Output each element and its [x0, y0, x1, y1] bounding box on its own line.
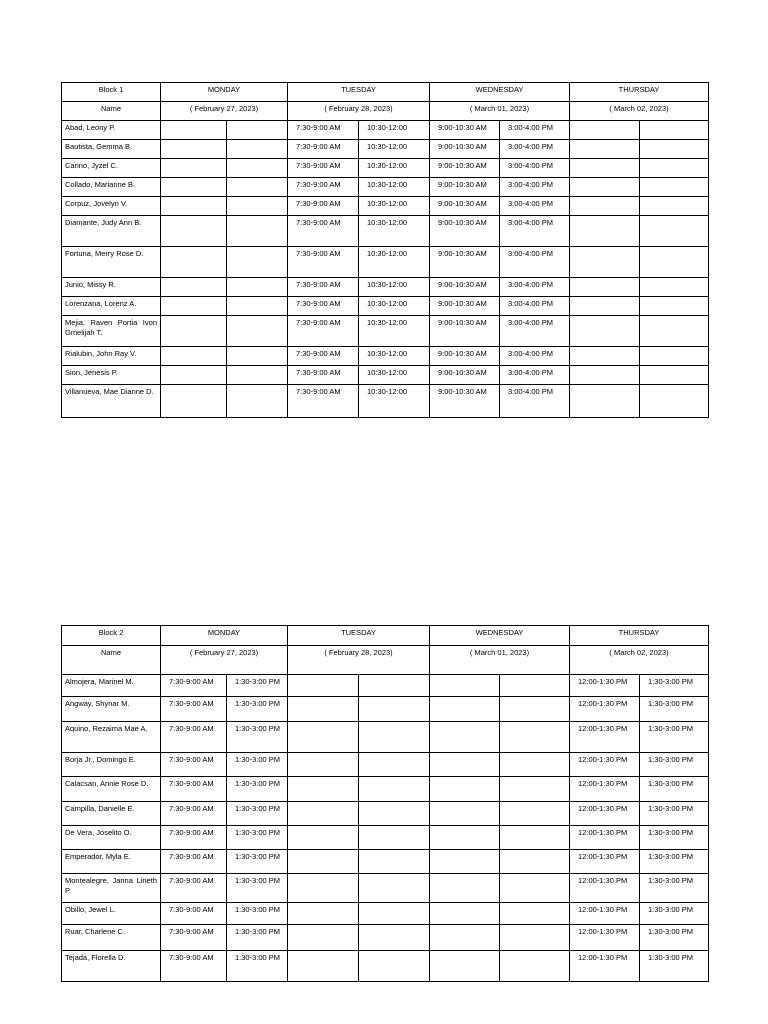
monday-slot-1: 7:30-9:00 AM [161, 697, 227, 722]
date-wednesday: ( March 01, 2023) [430, 646, 570, 675]
thursday-slot-2 [640, 197, 709, 216]
student-name: Angway, Shynar M. [62, 697, 161, 722]
table-row [62, 385, 709, 418]
thursday-slot-1: 12:00-1:30 PM [570, 826, 640, 850]
monday-slot-1: 7:30-9:00 AM [161, 874, 227, 903]
thursday-slot-1 [570, 178, 640, 197]
monday-slot-1 [161, 366, 227, 385]
wednesday-slot-1: 9:00-10:30 AM [430, 247, 500, 278]
monday-slot-1: 7:30-9:00 AM [161, 951, 227, 982]
wednesday-slot-1: 9:00-10:30 AM [430, 197, 500, 216]
monday-slot-2 [227, 247, 288, 278]
wednesday-slot-1 [430, 753, 500, 777]
student-name: Rialubin, John Ray V. [62, 347, 161, 366]
monday-slot-1: 7:30-9:00 AM [161, 777, 227, 802]
tuesday-slot-2: 10:30-12:00 [359, 278, 430, 297]
day-header-wednesday: WEDNESDAY [430, 626, 570, 646]
thursday-slot-1: 12:00-1:30 PM [570, 925, 640, 951]
table-row [62, 874, 709, 903]
thursday-slot-2 [640, 385, 709, 418]
thursday-slot-2 [640, 247, 709, 278]
wednesday-slot-1: 9:00-10:30 AM [430, 366, 500, 385]
student-name: Obillo, Jewel L. [62, 903, 161, 925]
wednesday-slot-2: 3:00-4:00 PM [500, 366, 570, 385]
student-name: Diamante, Judy Ann B. [62, 216, 161, 247]
student-name: Bautista, Gemma B. [62, 140, 161, 159]
wednesday-slot-1 [430, 951, 500, 982]
table-row [62, 297, 709, 316]
tuesday-slot-1 [288, 903, 359, 925]
wednesday-slot-2 [500, 903, 570, 925]
tuesday-slot-1 [288, 722, 359, 753]
table-row [62, 347, 709, 366]
thursday-slot-1 [570, 278, 640, 297]
thursday-slot-1: 12:00-1:30 PM [570, 802, 640, 826]
table-row [62, 753, 709, 777]
table-row [62, 178, 709, 197]
student-name: Junio, Missy R. [62, 278, 161, 297]
monday-slot-2: 1:30-3:00 PM [227, 802, 288, 826]
table-row [62, 197, 709, 216]
date-wednesday: ( March 01, 2023) [430, 102, 570, 121]
monday-slot-2 [227, 197, 288, 216]
monday-slot-1: 7:30-9:00 AM [161, 903, 227, 925]
tuesday-slot-1: 7:30-9:00 AM [288, 216, 359, 247]
monday-slot-2: 1:30-3:00 PM [227, 850, 288, 874]
wednesday-slot-1 [430, 697, 500, 722]
monday-slot-1 [161, 297, 227, 316]
wednesday-slot-1: 9:00-10:30 AM [430, 140, 500, 159]
thursday-slot-2 [640, 316, 709, 347]
day-header-thursday: THURSDAY [570, 83, 709, 102]
day-header-monday: MONDAY [161, 626, 288, 646]
thursday-slot-2: 1:30-3:00 PM [640, 722, 709, 753]
thursday-slot-1 [570, 316, 640, 347]
thursday-slot-2: 1:30-3:00 PM [640, 874, 709, 903]
tuesday-slot-2 [359, 753, 430, 777]
day-header-monday: MONDAY [161, 83, 288, 102]
thursday-slot-2 [640, 366, 709, 385]
table-row [62, 951, 709, 982]
monday-slot-2 [227, 159, 288, 178]
table-row [62, 121, 709, 140]
thursday-slot-2: 1:30-3:00 PM [640, 951, 709, 982]
wednesday-slot-2 [500, 722, 570, 753]
student-name: De Vera, Joselito O. [62, 826, 161, 850]
student-name: Calacsan, Annie Rose D. [62, 777, 161, 802]
wednesday-slot-1: 9:00-10:30 AM [430, 178, 500, 197]
wednesday-slot-2 [500, 826, 570, 850]
student-name: Fortuna, Merry Rose D. [62, 247, 161, 278]
name-column-header: Name [62, 646, 161, 675]
tuesday-slot-1: 7:30-9:00 AM [288, 297, 359, 316]
wednesday-slot-2: 3:00-4:00 PM [500, 347, 570, 366]
table-row [62, 675, 709, 697]
tuesday-slot-2 [359, 777, 430, 802]
tuesday-slot-2: 10:30-12:00 [359, 159, 430, 178]
monday-slot-2 [227, 297, 288, 316]
student-name: Abad, Leony P. [62, 121, 161, 140]
tuesday-slot-1 [288, 675, 359, 697]
wednesday-slot-1 [430, 850, 500, 874]
student-name: Ruar, Charlene C. [62, 925, 161, 951]
tuesday-slot-2 [359, 903, 430, 925]
thursday-slot-1 [570, 121, 640, 140]
student-name: Collado, Marianne B. [62, 178, 161, 197]
wednesday-slot-1 [430, 675, 500, 697]
student-name: Corpuz, Jovelyn V. [62, 197, 161, 216]
student-name: Tejada, Florella D. [62, 951, 161, 982]
monday-slot-1 [161, 247, 227, 278]
wednesday-slot-1: 9:00-10:30 AM [430, 216, 500, 247]
tuesday-slot-1: 7:30-9:00 AM [288, 366, 359, 385]
tuesday-slot-1 [288, 777, 359, 802]
wednesday-slot-1: 9:00-10:30 AM [430, 385, 500, 418]
tuesday-slot-2 [359, 675, 430, 697]
wednesday-slot-2: 3:00-4:00 PM [500, 297, 570, 316]
wednesday-slot-2 [500, 753, 570, 777]
tuesday-slot-2: 10:30-12:00 [359, 121, 430, 140]
thursday-slot-2: 1:30-3:00 PM [640, 777, 709, 802]
tuesday-slot-2: 10:30-12:00 [359, 178, 430, 197]
name-column-header: Name [62, 102, 161, 121]
thursday-slot-1: 12:00-1:30 PM [570, 697, 640, 722]
thursday-slot-2 [640, 297, 709, 316]
wednesday-slot-1 [430, 874, 500, 903]
wednesday-slot-2 [500, 874, 570, 903]
thursday-slot-2: 1:30-3:00 PM [640, 850, 709, 874]
student-name: Montealegre, Janna Lineth P. [62, 874, 161, 903]
block-label: Block 1 [62, 83, 161, 102]
thursday-slot-2 [640, 347, 709, 366]
block-1-schedule-table [61, 82, 709, 418]
table-row [62, 826, 709, 850]
tuesday-slot-2 [359, 874, 430, 903]
monday-slot-1: 7:30-9:00 AM [161, 826, 227, 850]
wednesday-slot-2: 3:00-4:00 PM [500, 140, 570, 159]
wednesday-slot-1: 9:00-10:30 AM [430, 121, 500, 140]
tuesday-slot-2 [359, 722, 430, 753]
tuesday-slot-1: 7:30-9:00 AM [288, 121, 359, 140]
monday-slot-2: 1:30-3:00 PM [227, 777, 288, 802]
thursday-slot-1 [570, 297, 640, 316]
thursday-slot-2: 1:30-3:00 PM [640, 802, 709, 826]
student-name: Aquino, Rezaima Mae A. [62, 722, 161, 753]
thursday-slot-1 [570, 197, 640, 216]
monday-slot-1: 7:30-9:00 AM [161, 675, 227, 697]
wednesday-slot-1 [430, 802, 500, 826]
monday-slot-2: 1:30-3:00 PM [227, 722, 288, 753]
monday-slot-1 [161, 197, 227, 216]
thursday-slot-1 [570, 347, 640, 366]
tuesday-slot-1 [288, 697, 359, 722]
monday-slot-1 [161, 121, 227, 140]
day-header-wednesday: WEDNESDAY [430, 83, 570, 102]
tuesday-slot-1: 7:30-9:00 AM [288, 178, 359, 197]
thursday-slot-2 [640, 278, 709, 297]
tuesday-slot-1: 7:30-9:00 AM [288, 316, 359, 347]
student-name: Campilla, Danielle E. [62, 802, 161, 826]
thursday-slot-2 [640, 121, 709, 140]
day-header-tuesday: TUESDAY [288, 626, 430, 646]
tuesday-slot-2 [359, 802, 430, 826]
tuesday-slot-2: 10:30-12:00 [359, 297, 430, 316]
tuesday-slot-2: 10:30-12:00 [359, 140, 430, 159]
day-header-tuesday: TUESDAY [288, 83, 430, 102]
monday-slot-1 [161, 278, 227, 297]
wednesday-slot-2 [500, 925, 570, 951]
thursday-slot-2: 1:30-3:00 PM [640, 753, 709, 777]
wednesday-slot-1 [430, 777, 500, 802]
monday-slot-2 [227, 347, 288, 366]
student-name: Almojera, Marinel M. [62, 675, 161, 697]
table-row [62, 247, 709, 278]
monday-slot-1 [161, 159, 227, 178]
tuesday-slot-1: 7:30-9:00 AM [288, 247, 359, 278]
wednesday-slot-1 [430, 903, 500, 925]
tuesday-slot-2 [359, 925, 430, 951]
thursday-slot-2: 1:30-3:00 PM [640, 826, 709, 850]
wednesday-slot-2: 3:00-4:00 PM [500, 247, 570, 278]
thursday-slot-2: 1:30-3:00 PM [640, 675, 709, 697]
tuesday-slot-2 [359, 826, 430, 850]
tuesday-slot-1 [288, 874, 359, 903]
thursday-slot-1 [570, 247, 640, 278]
date-tuesday: ( February 28, 2023) [288, 102, 430, 121]
table-row [62, 777, 709, 802]
thursday-slot-2 [640, 140, 709, 159]
tuesday-slot-1: 7:30-9:00 AM [288, 197, 359, 216]
thursday-slot-1: 12:00-1:30 PM [570, 850, 640, 874]
monday-slot-2: 1:30-3:00 PM [227, 874, 288, 903]
table-row [62, 802, 709, 826]
block-2-schedule-table [61, 625, 709, 982]
wednesday-slot-2 [500, 802, 570, 826]
tuesday-slot-2: 10:30-12:00 [359, 197, 430, 216]
table-row [62, 316, 709, 347]
tuesday-slot-1: 7:30-9:00 AM [288, 278, 359, 297]
table-row [62, 850, 709, 874]
monday-slot-2 [227, 278, 288, 297]
tuesday-slot-2: 10:30-12:00 [359, 316, 430, 347]
date-thursday: ( March 02, 2023) [570, 646, 709, 675]
wednesday-slot-1: 9:00-10:30 AM [430, 347, 500, 366]
monday-slot-2: 1:30-3:00 PM [227, 925, 288, 951]
wednesday-slot-1 [430, 722, 500, 753]
table-row [62, 216, 709, 247]
wednesday-slot-2 [500, 675, 570, 697]
monday-slot-1: 7:30-9:00 AM [161, 925, 227, 951]
thursday-slot-2 [640, 159, 709, 178]
wednesday-slot-2: 3:00-4:00 PM [500, 385, 570, 418]
wednesday-slot-2: 3:00-4:00 PM [500, 121, 570, 140]
table-row [62, 925, 709, 951]
thursday-slot-1 [570, 385, 640, 418]
monday-slot-1: 7:30-9:00 AM [161, 802, 227, 826]
wednesday-slot-1 [430, 925, 500, 951]
thursday-slot-2: 1:30-3:00 PM [640, 925, 709, 951]
monday-slot-2 [227, 121, 288, 140]
thursday-slot-1 [570, 159, 640, 178]
monday-slot-1 [161, 347, 227, 366]
table-row [62, 159, 709, 178]
monday-slot-2: 1:30-3:00 PM [227, 697, 288, 722]
monday-slot-2 [227, 178, 288, 197]
thursday-slot-1: 12:00-1:30 PM [570, 777, 640, 802]
monday-slot-2 [227, 216, 288, 247]
tuesday-slot-2 [359, 850, 430, 874]
student-name: Mejia, Raven Portia Ivon Gmelijah T. [62, 316, 161, 347]
monday-slot-1 [161, 216, 227, 247]
thursday-slot-1: 12:00-1:30 PM [570, 874, 640, 903]
monday-slot-2: 1:30-3:00 PM [227, 951, 288, 982]
tuesday-slot-2: 10:30-12:00 [359, 247, 430, 278]
tuesday-slot-2: 10:30-12:00 [359, 216, 430, 247]
wednesday-slot-2: 3:00-4:00 PM [500, 197, 570, 216]
thursday-slot-1: 12:00-1:30 PM [570, 951, 640, 982]
wednesday-slot-2: 3:00-4:00 PM [500, 216, 570, 247]
table-row [62, 697, 709, 722]
tuesday-slot-1: 7:30-9:00 AM [288, 140, 359, 159]
monday-slot-2 [227, 366, 288, 385]
tuesday-slot-1 [288, 925, 359, 951]
date-monday: ( February 27, 2023) [161, 102, 288, 121]
date-tuesday: ( February 28, 2023) [288, 646, 430, 675]
table-row [62, 366, 709, 385]
thursday-slot-2: 1:30-3:00 PM [640, 903, 709, 925]
tuesday-slot-2: 10:30-12:00 [359, 347, 430, 366]
wednesday-slot-2: 3:00-4:00 PM [500, 178, 570, 197]
wednesday-slot-2 [500, 951, 570, 982]
tuesday-slot-1 [288, 850, 359, 874]
monday-slot-1: 7:30-9:00 AM [161, 722, 227, 753]
wednesday-slot-1 [430, 826, 500, 850]
student-name: Sion, Jenesis P. [62, 366, 161, 385]
thursday-slot-1 [570, 216, 640, 247]
monday-slot-1 [161, 140, 227, 159]
wednesday-slot-1: 9:00-10:30 AM [430, 278, 500, 297]
tuesday-slot-1 [288, 802, 359, 826]
thursday-slot-1: 12:00-1:30 PM [570, 903, 640, 925]
day-header-thursday: THURSDAY [570, 626, 709, 646]
wednesday-slot-2 [500, 697, 570, 722]
table-row [62, 140, 709, 159]
thursday-slot-1: 12:00-1:30 PM [570, 753, 640, 777]
monday-slot-2 [227, 316, 288, 347]
tuesday-slot-1: 7:30-9:00 AM [288, 159, 359, 178]
student-name: Carino, Jyzel C. [62, 159, 161, 178]
tuesday-slot-1: 7:30-9:00 AM [288, 347, 359, 366]
tuesday-slot-1 [288, 753, 359, 777]
monday-slot-2 [227, 140, 288, 159]
wednesday-slot-2 [500, 850, 570, 874]
monday-slot-1 [161, 385, 227, 418]
monday-slot-2 [227, 385, 288, 418]
student-name: Lorenzana, Lorenz A. [62, 297, 161, 316]
student-name: Borja Jr., Domingo E. [62, 753, 161, 777]
student-name: Emperador, Myla E. [62, 850, 161, 874]
monday-slot-1: 7:30-9:00 AM [161, 850, 227, 874]
monday-slot-2: 1:30-3:00 PM [227, 675, 288, 697]
table-row [62, 903, 709, 925]
block-label: Block 2 [62, 626, 161, 646]
table-row [62, 722, 709, 753]
thursday-slot-2 [640, 178, 709, 197]
monday-slot-2: 1:30-3:00 PM [227, 826, 288, 850]
monday-slot-1 [161, 316, 227, 347]
wednesday-slot-2: 3:00-4:00 PM [500, 278, 570, 297]
wednesday-slot-2 [500, 777, 570, 802]
wednesday-slot-1: 9:00-10:30 AM [430, 297, 500, 316]
thursday-slot-2 [640, 216, 709, 247]
thursday-slot-2: 1:30-3:00 PM [640, 697, 709, 722]
thursday-slot-1: 12:00-1:30 PM [570, 675, 640, 697]
monday-slot-1 [161, 178, 227, 197]
tuesday-slot-1 [288, 826, 359, 850]
thursday-slot-1: 12:00-1:30 PM [570, 722, 640, 753]
date-monday: ( February 27, 2023) [161, 646, 288, 675]
thursday-slot-1 [570, 140, 640, 159]
monday-slot-2: 1:30-3:00 PM [227, 753, 288, 777]
tuesday-slot-2: 10:30-12:00 [359, 385, 430, 418]
tuesday-slot-1 [288, 951, 359, 982]
wednesday-slot-1: 9:00-10:30 AM [430, 316, 500, 347]
wednesday-slot-2: 3:00-4:00 PM [500, 316, 570, 347]
wednesday-slot-1: 9:00-10:30 AM [430, 159, 500, 178]
table-row [62, 278, 709, 297]
tuesday-slot-2 [359, 697, 430, 722]
thursday-slot-1 [570, 366, 640, 385]
wednesday-slot-2: 3:00-4:00 PM [500, 159, 570, 178]
student-name: Villanueva, Mae Dianne D. [62, 385, 161, 418]
tuesday-slot-2: 10:30-12:00 [359, 366, 430, 385]
monday-slot-2: 1:30-3:00 PM [227, 903, 288, 925]
tuesday-slot-1: 7:30-9:00 AM [288, 385, 359, 418]
monday-slot-1: 7:30-9:00 AM [161, 753, 227, 777]
tuesday-slot-2 [359, 951, 430, 982]
date-thursday: ( March 02, 2023) [570, 102, 709, 121]
